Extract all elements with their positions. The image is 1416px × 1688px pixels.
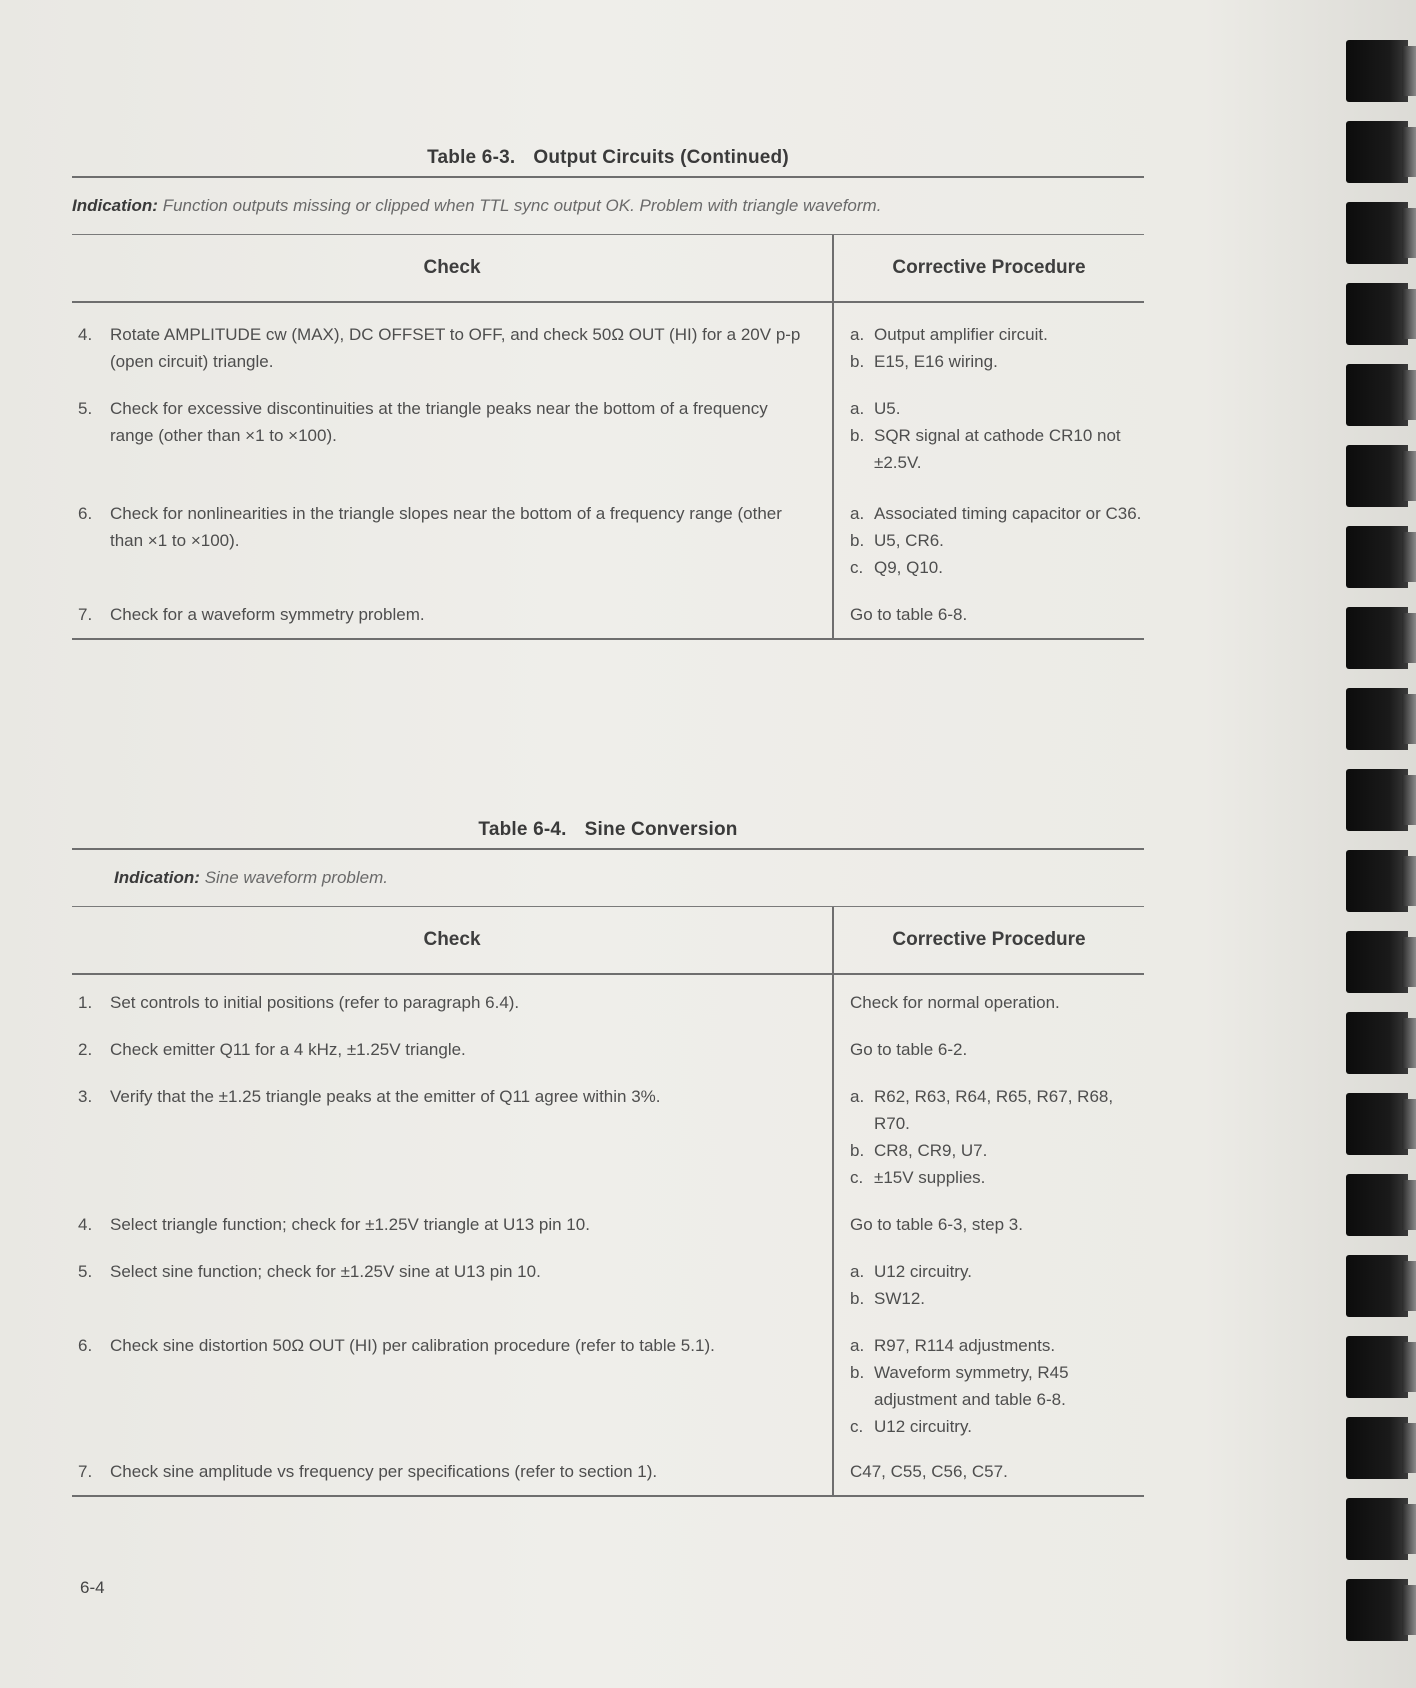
procedure-item-letter: a. bbox=[850, 399, 865, 418]
procedure-item-text: R62, R63, R64, R65, R67, R68, R70. bbox=[874, 1087, 1114, 1133]
table-body bbox=[72, 975, 1144, 1495]
procedure-item-text: E15, E16 wiring. bbox=[874, 352, 998, 371]
procedure-item-letter: b. bbox=[850, 1363, 865, 1382]
procedure-item-text: Associated timing capacitor or C36. bbox=[874, 504, 1142, 523]
binding-ring bbox=[1346, 1012, 1408, 1074]
check-text: Select triangle function; check for ±1.25V triangle at U13 pin 10. bbox=[110, 1215, 590, 1234]
indication-text: Function outputs missing or clipped when TTL sync output OK. Problem with triangle waveform. bbox=[162, 196, 882, 215]
table-row bbox=[72, 1312, 1144, 1440]
binding-ring bbox=[1346, 526, 1408, 588]
step-number: 7. bbox=[78, 605, 93, 624]
procedure-item bbox=[850, 989, 1144, 1016]
check-text: Check sine amplitude vs frequency per specifications (refer to section 1). bbox=[110, 1462, 658, 1481]
step-number: 2. bbox=[78, 1040, 93, 1059]
procedure-item bbox=[850, 601, 1144, 628]
procedure-item-text: Check for normal operation. bbox=[850, 993, 1060, 1012]
procedure-item bbox=[850, 500, 1144, 527]
binding-ring bbox=[1346, 1498, 1408, 1560]
procedure-item bbox=[850, 1036, 1144, 1063]
binding-ring bbox=[1346, 445, 1408, 507]
table-caption-number: Table 6-4. bbox=[478, 819, 567, 840]
procedure-item bbox=[850, 321, 1144, 348]
indication-label: Indication: bbox=[114, 868, 200, 887]
procedure-item bbox=[850, 395, 1144, 422]
procedure-item-text: ±15V supplies. bbox=[874, 1168, 986, 1187]
procedure-item-text: U5. bbox=[874, 399, 901, 418]
binding-ring bbox=[1346, 769, 1408, 831]
procedure-item-text: U12 circuitry. bbox=[874, 1262, 972, 1281]
indication-line bbox=[72, 178, 1144, 234]
procedure-item-text: Output amplifier circuit. bbox=[874, 325, 1048, 344]
step-number: 7. bbox=[78, 1462, 93, 1481]
procedure-item-text: Go to table 6-8. bbox=[850, 605, 968, 624]
check-text: Check for a waveform symmetry problem. bbox=[110, 605, 425, 624]
check-text: Set controls to initial positions (refer to paragraph 6.4). bbox=[110, 993, 520, 1012]
table-row bbox=[72, 581, 1144, 628]
procedure-item-letter: c. bbox=[850, 558, 864, 577]
table-row bbox=[72, 1063, 1144, 1191]
procedure-item-letter: b. bbox=[850, 1141, 865, 1160]
table-caption-title: Output Circuits (Continued) bbox=[533, 147, 789, 168]
binding-ring bbox=[1346, 1093, 1408, 1155]
table-body bbox=[72, 303, 1144, 638]
corrective-procedure bbox=[832, 1332, 1144, 1440]
procedure-item-text: C47, C55, C56, C57. bbox=[850, 1462, 1008, 1481]
table-row bbox=[72, 1016, 1144, 1063]
table-header bbox=[72, 235, 1144, 303]
table-row bbox=[72, 1191, 1144, 1238]
procedure-item-text: Q9, Q10. bbox=[874, 558, 943, 577]
indication-text: Sine waveform problem. bbox=[204, 868, 388, 887]
procedure-item-text: CR8, CR9, U7. bbox=[874, 1141, 988, 1160]
procedure-item-text: U12 circuitry. bbox=[874, 1417, 972, 1436]
procedure-item-letter: a. bbox=[850, 1262, 865, 1281]
corrective-procedure bbox=[832, 1211, 1144, 1238]
procedure-item bbox=[850, 1458, 1144, 1485]
table-row bbox=[72, 476, 1144, 581]
table-bottom-rule bbox=[72, 638, 1144, 640]
procedure-item-text: Waveform symmetry, R45 adjustment and table 6-8. bbox=[874, 1363, 1069, 1409]
procedure-item-text: R97, R114 adjustments. bbox=[874, 1336, 1056, 1355]
procedure-item bbox=[850, 1164, 1144, 1191]
corrective-procedure bbox=[832, 1258, 1144, 1312]
corrective-procedure bbox=[832, 500, 1144, 581]
table-row bbox=[72, 1238, 1144, 1312]
procedure-item bbox=[850, 554, 1144, 581]
table-caption-number: Table 6-3. bbox=[427, 147, 516, 168]
binding-ring bbox=[1346, 202, 1408, 264]
binding-ring bbox=[1346, 1417, 1408, 1479]
procedure-item-letter: b. bbox=[850, 426, 865, 445]
corrective-procedure bbox=[832, 321, 1144, 375]
binding-ring bbox=[1346, 283, 1408, 345]
check-text: Check sine distortion 50Ω OUT (HI) per calibration procedure (refer to table 5.1). bbox=[110, 1336, 715, 1355]
binding-ring bbox=[1346, 364, 1408, 426]
corrective-procedure bbox=[832, 1458, 1144, 1485]
indication-label: Indication: bbox=[72, 196, 158, 215]
header-check: Check bbox=[72, 235, 834, 301]
step-number: 6. bbox=[78, 504, 93, 523]
corrective-procedure bbox=[832, 1083, 1144, 1191]
table-sine-conversion bbox=[72, 812, 1144, 1497]
procedure-item-text: SW12. bbox=[874, 1289, 926, 1308]
binding-ring bbox=[1346, 1579, 1408, 1641]
indication-line bbox=[72, 850, 1144, 906]
check-text: Select sine function; check for ±1.25V sine at U13 pin 10. bbox=[110, 1262, 541, 1281]
procedure-item bbox=[850, 527, 1144, 554]
binding-ring bbox=[1346, 40, 1408, 102]
binding-ring bbox=[1346, 850, 1408, 912]
table-caption bbox=[72, 812, 1144, 848]
step-number: 1. bbox=[78, 993, 93, 1012]
table-row bbox=[72, 1440, 1144, 1485]
procedure-item bbox=[850, 1211, 1144, 1238]
procedure-item bbox=[850, 1332, 1144, 1359]
step-number: 5. bbox=[78, 1262, 93, 1281]
binding-ring bbox=[1346, 931, 1408, 993]
procedure-item-text: Go to table 6-3, step 3. bbox=[850, 1215, 1023, 1234]
check-text: Check for excessive discontinuities at the triangle peaks near the bottom of a frequency range (other than ×1 to ×100). bbox=[110, 399, 768, 445]
corrective-procedure bbox=[832, 601, 1144, 628]
check-text: Rotate AMPLITUDE cw (MAX), DC OFFSET to OFF, and check 50Ω OUT (HI) for a 20V p-p (open circuit) triangle. bbox=[110, 325, 801, 371]
procedure-item bbox=[850, 348, 1144, 375]
check-text: Verify that the ±1.25 triangle peaks at the emitter of Q11 agree within 3%. bbox=[110, 1087, 661, 1106]
table-header bbox=[72, 907, 1144, 975]
procedure-item-text: SQR signal at cathode CR10 not ±2.5V. bbox=[874, 426, 1121, 472]
procedure-item-letter: a. bbox=[850, 1087, 865, 1106]
table-bottom-rule bbox=[72, 1495, 1144, 1497]
procedure-item-letter: b. bbox=[850, 352, 865, 371]
corrective-procedure bbox=[832, 1036, 1144, 1063]
header-corrective-procedure: Corrective Procedure bbox=[892, 929, 1086, 950]
binding-ring bbox=[1346, 1255, 1408, 1317]
page-number: 6-4 bbox=[80, 1578, 105, 1597]
procedure-item-text: Go to table 6-2. bbox=[850, 1040, 968, 1059]
table-row bbox=[72, 375, 1144, 476]
step-number: 5. bbox=[78, 399, 93, 418]
procedure-item bbox=[850, 1285, 1144, 1312]
procedure-item bbox=[850, 1413, 1144, 1440]
table-row bbox=[72, 975, 1144, 1016]
check-text: Check for nonlinearities in the triangle slopes near the bottom of a frequency range (other than ×1 to ×100). bbox=[110, 504, 782, 550]
procedure-item-letter: a. bbox=[850, 1336, 865, 1355]
check-text: Check emitter Q11 for a 4 kHz, ±1.25V triangle. bbox=[110, 1040, 466, 1059]
step-number: 4. bbox=[78, 325, 93, 344]
procedure-item bbox=[850, 1083, 1144, 1137]
procedure-item-letter: c. bbox=[850, 1417, 864, 1436]
corrective-procedure bbox=[832, 989, 1144, 1016]
procedure-item-text: U5, CR6. bbox=[874, 531, 944, 550]
binding-ring bbox=[1346, 1336, 1408, 1398]
table-caption bbox=[72, 140, 1144, 176]
table-caption-title: Sine Conversion bbox=[584, 819, 738, 840]
corrective-procedure bbox=[832, 395, 1144, 476]
table-row bbox=[72, 303, 1144, 375]
procedure-item bbox=[850, 1258, 1144, 1285]
step-number: 3. bbox=[78, 1087, 93, 1106]
procedure-item-letter: b. bbox=[850, 531, 865, 550]
binding-ring bbox=[1346, 121, 1408, 183]
spiral-binding bbox=[1346, 40, 1416, 1660]
step-number: 6. bbox=[78, 1336, 93, 1355]
procedure-item bbox=[850, 422, 1144, 476]
binding-ring bbox=[1346, 688, 1408, 750]
step-number: 4. bbox=[78, 1215, 93, 1234]
binding-ring bbox=[1346, 1174, 1408, 1236]
procedure-item-letter: b. bbox=[850, 1289, 865, 1308]
procedure-item bbox=[850, 1137, 1144, 1164]
procedure-item-letter: a. bbox=[850, 504, 865, 523]
header-check: Check bbox=[72, 907, 834, 973]
procedure-item bbox=[850, 1359, 1144, 1413]
table-output-circuits bbox=[72, 140, 1144, 640]
procedure-item-letter: c. bbox=[850, 1168, 864, 1187]
procedure-item-letter: a. bbox=[850, 325, 865, 344]
binding-ring bbox=[1346, 607, 1408, 669]
header-corrective-procedure: Corrective Procedure bbox=[892, 257, 1086, 278]
